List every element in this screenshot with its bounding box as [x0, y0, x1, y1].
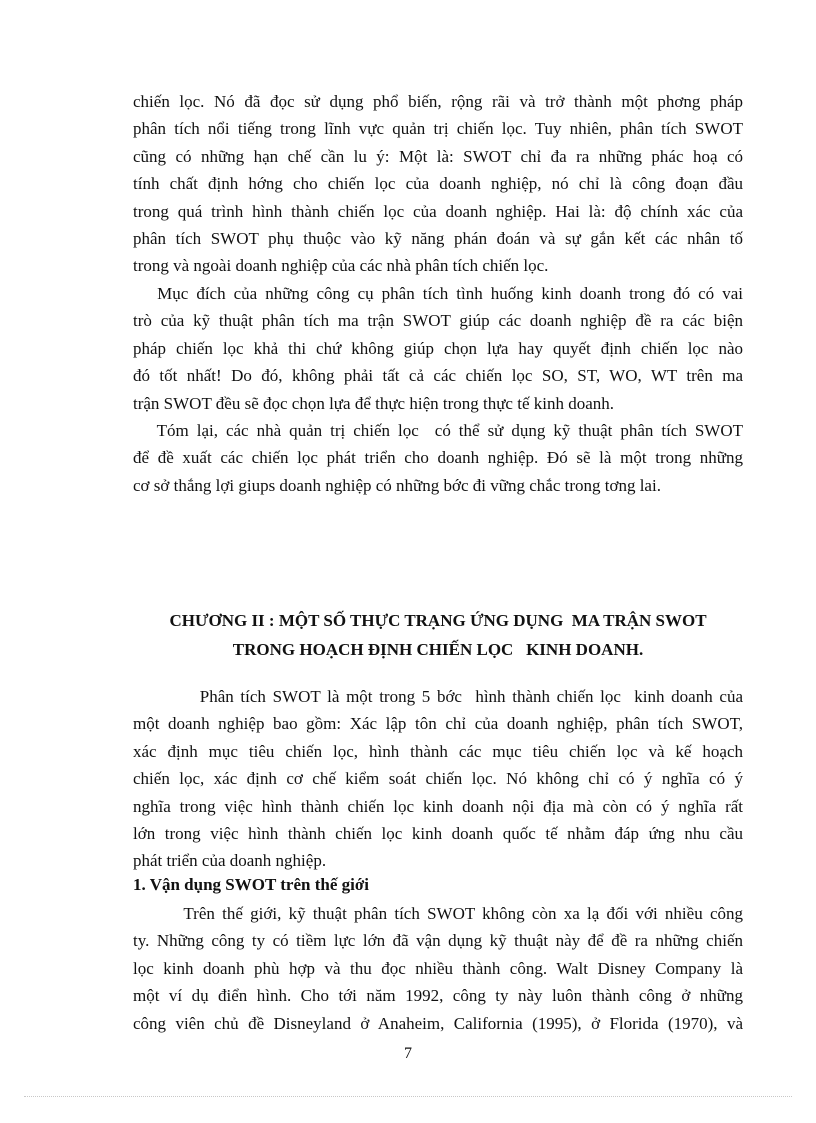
text-line: trận SWOT đều sẽ đọc chọn lựa để thực hiện trong thực tế kinh doanh.: [133, 393, 615, 413]
text-line: chiến lọc. Nó đã đọc sử dụng phổ biến, rộng rãi và trở thành một phơng pháp: [133, 92, 743, 111]
text-line: cũng có những hạn chế cần lu ý: Một là: SWOT chỉ đa ra những phác hoạ có: [133, 146, 743, 166]
text-line: ty. Những công ty có tiềm lực lớn đã vận dụng kỹ thuật này để đề ra những chiến: [133, 931, 743, 951]
text-line: đó tốt nhất! Do đó, không phải tất cả các chiến lọc SO, ST, WO, WT trên ma: [133, 366, 743, 386]
text-line: pháp chiến lọc khả thi chứ không giúp chọn lựa hay quyết định chiến lọc nào: [133, 338, 743, 358]
text-line: một ví dụ điển hình. Cho tới năm 1992, công ty này luôn thành công ở những: [133, 986, 743, 1006]
text-line: nghĩa trong việc hình thành chiến lọc kinh doanh nội địa mà còn có ý nghĩa rất: [133, 796, 743, 816]
section-heading: 1. Vận dụng SWOT trên thế giới: [133, 875, 369, 894]
text-line: tính chất định hớng cho chiến lọc của doanh nghiệp, nó chỉ là công đoạn đầu: [133, 174, 743, 194]
text-line: cơ sở thắng lợi giups doanh nghiệp có những bớc đi vững chắc trong tơng lai.: [133, 475, 661, 495]
text-line: chiến lọc, xác định cơ chế kiểm soát chiến lọc. Nó không chỉ có ý nghĩa có ý: [133, 769, 743, 789]
text-line: trong quá trình hình thành chiến lọc của doanh nghiệp. Hai là: độ chính xác của: [133, 201, 743, 221]
footer-divider: [24, 1096, 792, 1097]
text-line: Trên thế giới, kỹ thuật phân tích SWOT không còn xa lạ đối với nhiều công: [133, 904, 743, 923]
chapter-title: [133, 606, 743, 664]
chapter-title-line-2: TRONG HOẠCH ĐỊNH CHIẾN LỌC KINH DOANH.: [232, 640, 644, 659]
paragraph-purpose: [133, 280, 743, 417]
paragraph-world-usage: [133, 900, 743, 1037]
paragraph-summary: [133, 417, 743, 499]
text-line: để đề xuất các chiến lọc phát triển cho doanh nghiệp. Đó sẽ là một trong những: [133, 448, 743, 468]
chapter-title-line-1: CHƯƠNG II : MỘT SỐ THỰC TRẠNG ỨNG DỤNG MA TRẬN SWOT: [169, 611, 707, 630]
text-line: xác định mục tiêu chiến lọc, hình thành các mục tiêu chiến lọc và kế hoạch: [133, 741, 743, 761]
text-line: lớn trong việc hình thành chiến lọc kinh doanh quốc tế nhằm đáp ứng nhu cầu: [133, 824, 743, 844]
text-line: trò của kỹ thuật phân tích ma trận SWOT giúp các doanh nghiệp đề ra các biện: [133, 311, 743, 331]
text-line: một doanh nghiệp bao gồm: Xác lập tôn chỉ của doanh nghiệp, phân tích SWOT,: [133, 714, 743, 734]
text-line: Tóm lại, các nhà quản trị chiến lọc có thể sử dụng kỹ thuật phân tích SWOT: [133, 421, 743, 440]
paragraph-swot-limitations: [133, 88, 743, 280]
text-line: Mục đích của những công cụ phân tích tình huống kinh doanh trong đó có vai: [133, 284, 743, 303]
paragraph-swot-steps: [133, 683, 743, 875]
text-line: Phân tích SWOT là một trong 5 bớc hình thành chiến lọc kinh doanh của: [133, 687, 743, 706]
text-line: trong và ngoài doanh nghiệp của các nhà phân tích chiến lọc.: [133, 256, 549, 276]
text-line: phân tích SWOT phụ thuộc vào kỹ năng phán đoán và sự gắn kết các nhân tố: [133, 229, 743, 249]
text-line: phân tích nổi tiếng trong lĩnh vực quản trị chiến lọc. Tuy nhiên, phân tích SWOT: [133, 119, 743, 139]
text-line: lọc kinh doanh phù hợp và thu đọc nhiều thành công. Walt Disney Company là: [133, 958, 743, 978]
text-line: công viên chủ đề Disneyland ở Anaheim, California (1995), ở Florida (1970), và: [133, 1013, 743, 1033]
page-number: 7: [404, 1045, 412, 1062]
text-line: phát triển của doanh nghiệp.: [133, 851, 327, 871]
